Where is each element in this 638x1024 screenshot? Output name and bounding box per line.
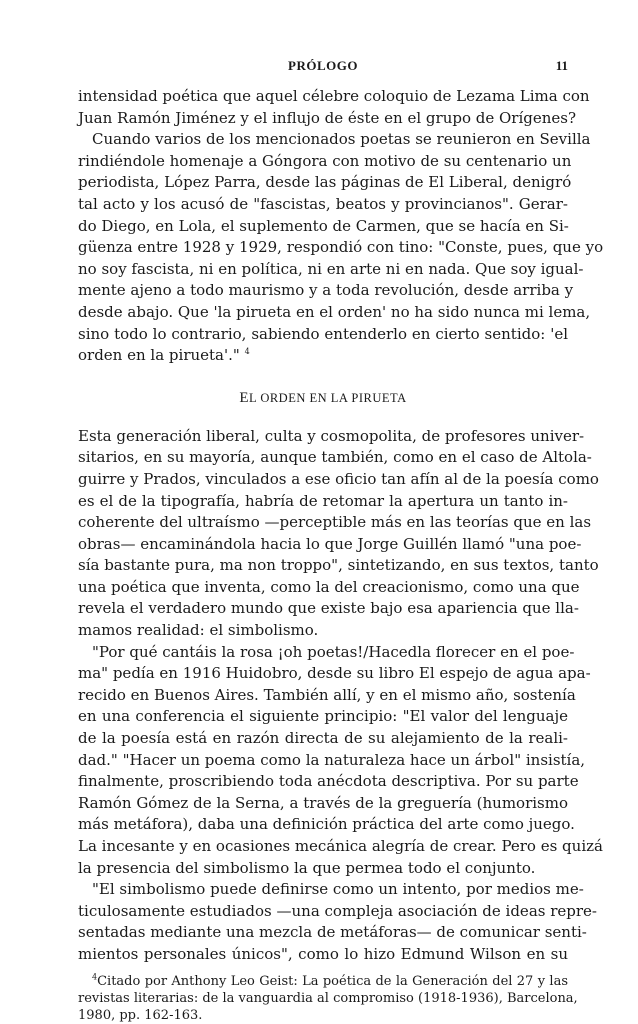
text-line: dad." "Hacer un poema como la naturaleza hace un árbol" insistía, [78, 750, 586, 769]
text-line: "Por qué cantáis la rosa ¡oh poetas!/Hacedla florecer en el poe- [92, 642, 575, 661]
text-line: ticulosamente estudiados —una compleja asociación de ideas repre- [78, 901, 597, 920]
footnote-line [78, 973, 568, 990]
text-line: sía bastante pura, ma non troppo", sintetizando, en sus textos, tanto [78, 556, 599, 575]
footnote [78, 972, 578, 1024]
running-header [78, 58, 568, 80]
text-line: es el de la tipografía, habría de retomar la apertura un tanto in- [78, 491, 568, 510]
text-line: recido en Buenos Aires. También allí, y en el mismo año, sostenía [78, 685, 576, 704]
text-line: rindiéndole homenaje a Góngora con motivo de su centenario un [78, 151, 572, 170]
text-line: intensidad poética que aquel célebre coloquio de Lezama Lima con [78, 87, 590, 105]
text-line: coherente del ultraísmo —perceptible más en las teorías que en las [78, 513, 592, 532]
text-line: mente ajeno a todo maurismo y a toda revolución, desde arriba y [78, 281, 574, 300]
heading-text: ORDEN EN LA PIRUETA [260, 390, 407, 405]
text-line: más metáfora), daba una definición práctica del arte como juego. [78, 815, 575, 834]
heading-initial: E [239, 389, 250, 406]
text-line: periodista, López Parra, desde las páginas de El Liberal, denigró [78, 173, 572, 192]
text-line: la presencia del simbolismo la que permea todo el conjunto. [78, 858, 536, 877]
heading-text: L [249, 390, 261, 405]
text-line: mamos realidad: el simbolismo. [78, 621, 319, 640]
text-line-with-footnote [78, 345, 568, 367]
text-line: no soy fascista, ni en política, ni en arte ni en nada. Que soy igual- [78, 259, 584, 278]
text-line: guirre y Prados, vinculados a ese oficio tan afín al de la poesía como [78, 469, 599, 488]
text-line: "El simbolismo puede definirse como un intento, por medios me- [92, 880, 584, 899]
text-line: finalmente, proscribiendo toda anécdota descriptiva. Por su parte [78, 772, 579, 791]
footnote-marker: 4 [92, 972, 98, 982]
text-line: una poética que inventa, como la del creacionismo, como una que [78, 577, 580, 596]
text-line: La incesante y en ocasiones mecánica alegría de crear. Pero es quizá [78, 837, 603, 855]
footnote-line: 1980, pp. 162-163. [78, 1007, 203, 1023]
text-line: sentadas mediante una mezcla de metáforas— de comunicar senti- [78, 923, 587, 942]
text-line: ma" pedía en 1916 Huidobro, desde su libro El espejo de agua apa- [78, 664, 591, 683]
text-line: Esta generación liberal, culta y cosmopolita, de profesores univer- [78, 426, 585, 445]
text-line: desde abajo. Que 'la pirueta en el orden' no ha sido nunca mi lema, [78, 302, 591, 321]
text-line: en una conferencia el siguiente principio: "El valor del lenguaje [78, 707, 568, 726]
text-line: tal acto y los acusó de "fascistas, beatos y provincianos". Gerar- [78, 194, 568, 213]
paragraph-block-2 [78, 426, 603, 966]
text-line: orden en la pirueta'." [78, 346, 240, 365]
text-line: Ramón Gómez de la Serna, a través de la greguería (humorismo [78, 793, 568, 812]
section-heading [78, 390, 568, 407]
text-line: Cuando varios de los mencionados poetas se reunieron en Sevilla [92, 130, 591, 149]
text-line: obras— encaminándola hacia lo que Jorge Guillén llamó "una poe- [78, 534, 582, 553]
footnote-text: Citado por Anthony Leo Geist: La poética de la Generación del 27 y las [97, 973, 568, 989]
text-line: Juan Ramón Jiménez y el influjo de éste en el grupo de Orígenes? [78, 108, 577, 127]
text-line: revela el verdadero mundo que existe bajo esa apariencia que lla- [78, 599, 579, 618]
paragraph-block-1 [78, 86, 604, 367]
text-line: do Diego, en Lola, el suplemento de Carmen, que se hacía en Si- [78, 216, 569, 235]
footnote-line: revistas literarias: de la vanguardia al compromiso (1918-1936), Barcelona, [78, 990, 578, 1006]
footnote-reference: 4 [244, 347, 250, 357]
text-line: güenza entre 1928 y 1929, respondió con tino: "Conste, pues, que yo [78, 238, 604, 257]
running-title: PRÓLOGO [288, 58, 358, 73]
text-line: mientos personales únicos", como lo hizo Edmund Wilson en su [78, 944, 568, 963]
text-line: sino todo lo contrario, sabiendo entenderlo en cierto sentido: 'el [78, 324, 568, 343]
text-line: de la poesía está en razón directa de su alejamiento de la reali- [78, 729, 568, 748]
book-page [78, 58, 604, 1024]
page-number: 11 [555, 58, 568, 73]
text-line: sitarios, en su mayoría, aunque también, como en el caso de Altola- [78, 448, 592, 467]
